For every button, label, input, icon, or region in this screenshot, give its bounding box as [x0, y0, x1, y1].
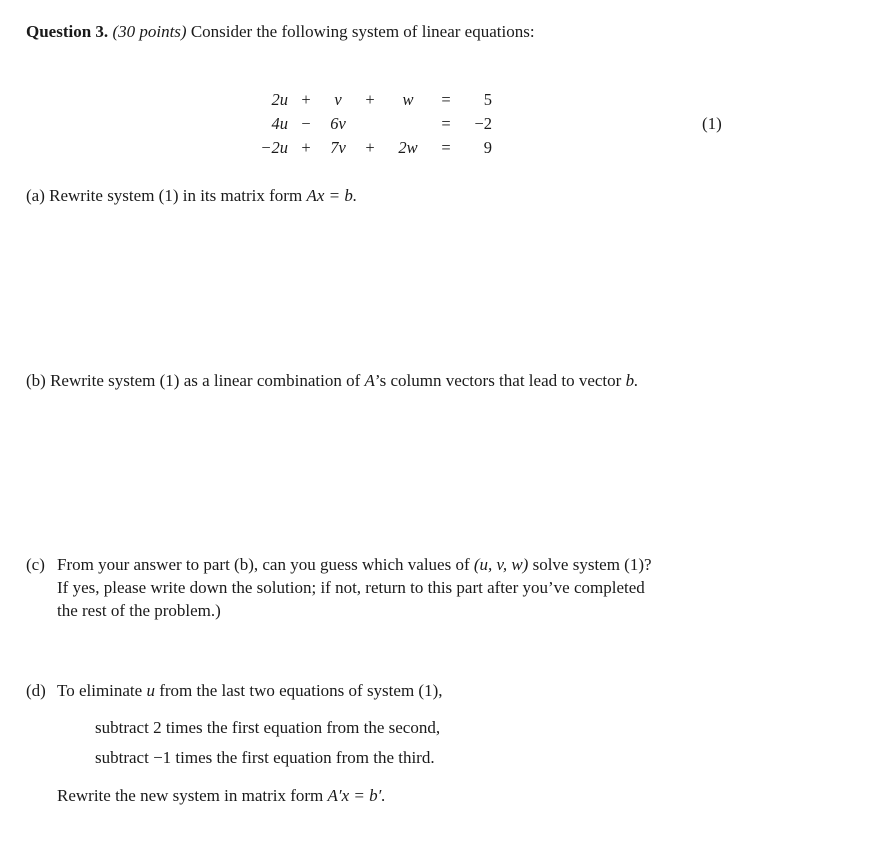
term: w: [402, 90, 414, 109]
part-b-math-b: b.: [625, 371, 639, 390]
operator: [352, 112, 388, 136]
equals-sign: =: [441, 138, 451, 157]
part-d-line-1-math: u: [146, 681, 155, 700]
term: −2u: [260, 138, 288, 157]
part-d-line-1-post: from the last two equations of system (1),: [159, 681, 443, 700]
term: 2w: [398, 138, 418, 157]
part-b-text-post: ’s column vectors that lead to vector: [374, 371, 622, 390]
part-c-label: (c): [26, 555, 45, 574]
rhs-value: 5: [483, 90, 492, 109]
term: v: [334, 90, 342, 109]
part-a-text: Rewrite system (1) in its matrix form: [49, 186, 303, 205]
term: 7v: [330, 138, 346, 157]
rhs-value: 9: [483, 138, 492, 157]
part-d-step-1: subtract 2 times the first equation from the second,: [95, 718, 441, 737]
part-d-line-1: [57, 681, 442, 701]
part-b-math-a: A: [364, 371, 375, 390]
part-d-line-1-pre: To eliminate: [57, 681, 143, 700]
part-c-line-1-pre: From your answer to part (b), can you guess which values of: [57, 555, 470, 574]
part-d-final-pre: Rewrite the new system in matrix form: [57, 786, 324, 805]
part-c-line-1-math: (u, v, w): [473, 555, 529, 574]
part-b-label: (b): [26, 371, 46, 390]
part-c-line-1-post: solve system (1)?: [532, 555, 652, 574]
part-a: [26, 186, 357, 206]
question-label: Question 3.: [26, 22, 109, 41]
part-a-label: (a): [26, 186, 45, 205]
part-b: [26, 371, 638, 391]
equation-row-3: [250, 136, 492, 160]
part-d-final-math: A′x = b′.: [327, 786, 386, 805]
term: 2u: [271, 90, 288, 109]
term: 6v: [330, 114, 346, 133]
term: 4u: [271, 114, 288, 133]
equals-sign: =: [441, 90, 451, 109]
operator: −: [301, 114, 311, 133]
operator: +: [301, 90, 311, 109]
part-d-label: (d): [26, 681, 46, 700]
operator: +: [365, 90, 375, 109]
equation-row-2: [250, 112, 492, 136]
equation-tag: (1): [702, 114, 722, 133]
question-header: [26, 22, 535, 42]
equals-sign: =: [441, 114, 451, 133]
part-a-math: Ax = b.: [306, 186, 358, 205]
part-d-step-2: subtract −1 times the first equation from the third.: [95, 748, 435, 767]
part-c-line-3: the rest of the problem.): [57, 601, 221, 620]
rhs-value: −2: [474, 114, 492, 133]
part-c-line-2: If yes, please write down the solution; if not, return to this part after you’ve completed: [57, 578, 645, 597]
operator: +: [365, 138, 375, 157]
equation-system: [250, 88, 492, 160]
part-d-final: [57, 786, 386, 806]
question-intro: Consider the following system of linear equations:: [190, 22, 535, 41]
operator: +: [301, 138, 311, 157]
part-b-text-pre: Rewrite system (1) as a linear combination of: [50, 371, 361, 390]
term: [388, 112, 428, 136]
question-points: (30 points): [112, 22, 187, 41]
part-c-line-1: [57, 555, 652, 575]
equation-row-1: [250, 88, 492, 112]
